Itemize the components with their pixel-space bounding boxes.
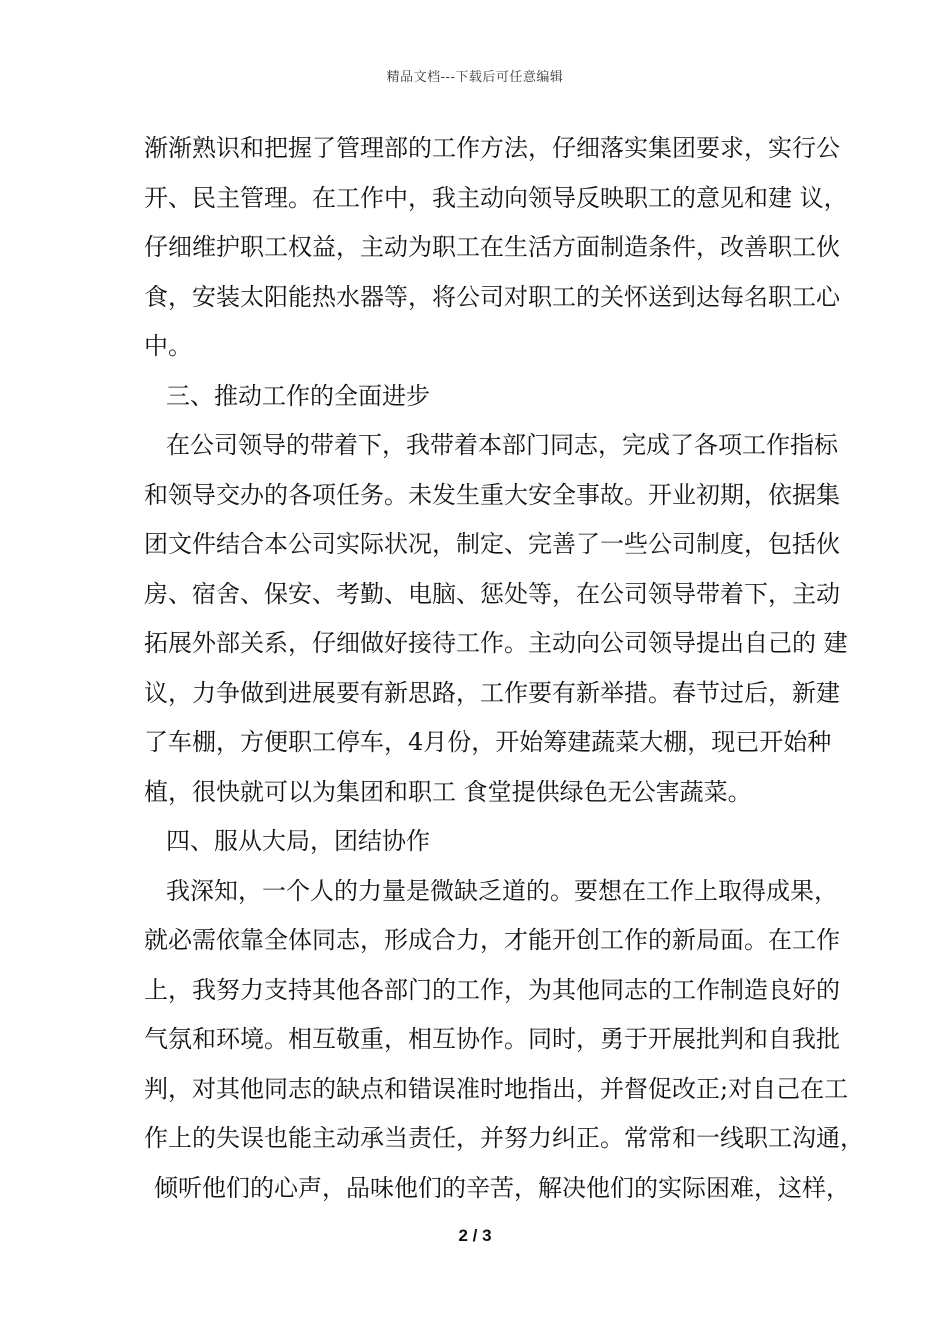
body-line: 和领导交办的各项任务。未发生重大安全事故。开业初期，依据集	[144, 480, 840, 509]
page-header: 精品文档---下载后可任意编辑	[386, 70, 564, 85]
body-line: 植，很快就可以为集团和职工 食堂提供绿色无公害蔬菜。	[144, 777, 752, 806]
body-line: 判，对其他同志的缺点和错误准时地指出，并督促改正;对自己在工	[144, 1074, 849, 1103]
body-line: 开、民主管理。在工作中，我主动向领导反映职工的意见和建 议，	[144, 183, 848, 212]
body-line: 了车棚，方便职工停车，4月份，开始筹建蔬菜大棚，现已开始种	[144, 728, 832, 756]
page-current: 2	[458, 1226, 468, 1245]
body-line: 就必需依靠全体同志，形成合力，才能开创工作的新局面。在工作	[144, 926, 840, 954]
body-line: 渐渐熟识和把握了管理部的工作方法，仔细落实集团要求，实行公	[144, 134, 840, 162]
section-heading: 三、推动工作的全面进步	[166, 381, 430, 410]
page-total: 3	[482, 1226, 492, 1245]
body-line: 仔细维护职工权益，主动为职工在生活方面制造条件，改善职工伙	[144, 233, 840, 261]
body-line: 房、宿舍、保安、考勤、电脑、惩处等，在公司领导带着下，主动	[144, 579, 840, 608]
page-separator: /	[467, 1226, 483, 1245]
page-number	[0, 1226, 950, 1246]
body-line: 议，力争做到进展要有新思路，工作要有新举措。春节过后，新建	[144, 678, 840, 707]
paragraph-first-line: 在公司领导的带着下，我带着本部门同志，完成了各项工作指标	[166, 431, 838, 459]
body-line: 食，安装太阳能热水器等，将公司对职工的关怀送到达每名职工心	[144, 282, 840, 311]
body-line: 中。	[144, 332, 192, 360]
body-line: 拓展外部关系，仔细做好接待工作。主动向公司领导提出自己的 建	[144, 629, 848, 657]
document-body	[144, 124, 864, 1213]
body-line: 倾听他们的心声，品味他们的辛苦，解决他们的实际困难，这样，	[154, 1173, 850, 1202]
body-line: 团文件结合本公司实际状况，制定、完善了一些公司制度，包括伙	[144, 530, 840, 558]
body-line: 作上的失误也能主动承当责任，并努力纠正。常常和一线职工沟通，	[144, 1124, 864, 1152]
paragraph-first-line: 我深知，一个人的力量是微缺乏道的。要想在工作上取得成果，	[166, 876, 838, 905]
body-line: 气氛和环境。相互敬重，相互协作。同时，勇于开展批判和自我批	[144, 1025, 840, 1053]
section-heading: 四、服从大局，团结协作	[166, 827, 430, 855]
body-line: 上，我努力支持其他各部门的工作，为其他同志的工作制造良好的	[144, 975, 840, 1004]
